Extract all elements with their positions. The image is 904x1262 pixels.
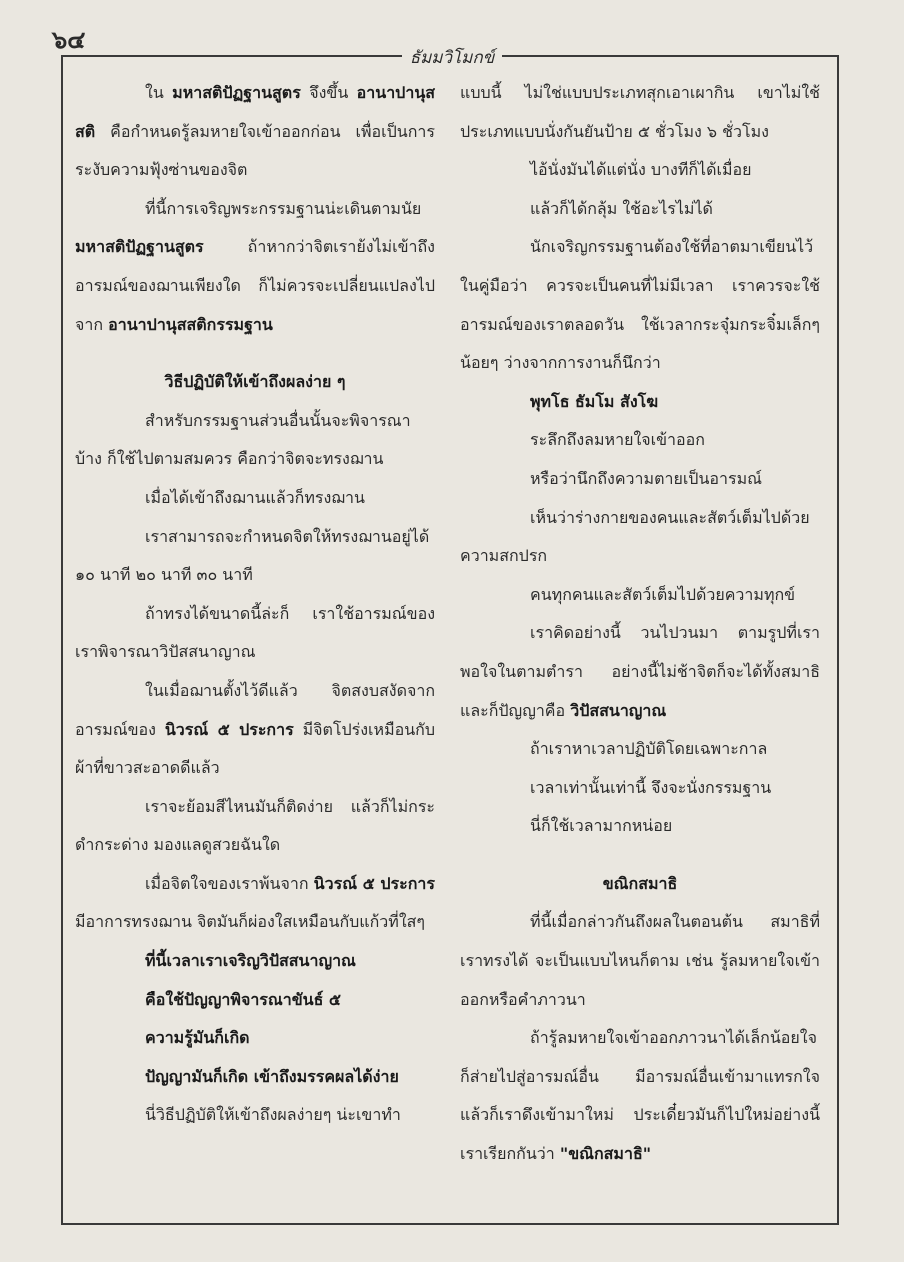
paragraph: เราคิดอย่างนี้ วนไปวนมา ตามรูปที่เราพอใจในตามตำรา อย่างนี้ไม่ช้าจิตก็จะได้ทั้งสมาธิและก็ปัญญาคือ วิปัสสนาญาณ — [460, 623, 820, 720]
paragraph: แบบนี้ ไม่ใช่แบบประเภทสุกเอาเผากิน เขาไม่ใช้ประเภทแบบนั่งกันยันป้าย ๕ ชั่วโมง ๖ ชั่วโมง — [460, 83, 820, 141]
emphasis-line: ปัญญามันก็เกิด เข้าถึงมรรคผลได้ง่าย — [145, 1066, 399, 1086]
paragraph: เราจะย้อมสีไหนมันก็ติดง่าย แล้วก็ไม่กระดำกระด่าง มองแลดูสวยฉันใด — [75, 796, 435, 855]
running-head — [0, 44, 904, 71]
paragraph: ถ้าทรงได้ขนาดนี้ล่ะก็ เราใช้อารมณ์ของเราพิจารณาวิปัสสนาญาณ — [75, 603, 435, 662]
emphasis-line: คือใช้ปัญญาพิจารณาขันธ์ ๕ — [145, 989, 342, 1009]
paragraph: ถ้ารู้ลมหายใจเข้าออกภาวนาได้เล็กน้อยใจก็ส่ายไปสู่อารมณ์อื่น มีอารมณ์อื่นเข้ามาแทรกใจ แล้วก็เราดึงเข้ามาใหม่ ประเดี๋ยวมันก็ไปใหม่อย่างนี้เราเรียกกันว่า "ขณิกสมาธิ" — [460, 1028, 820, 1164]
paragraph: ที่นี้เมื่อกล่าวกันถึงผลในตอนต้น สมาธิที่เราทรงได้ จะเป็นแบบไหนก็ตาม เช่น รู้ลมหายใจเข้าออกหรือคำภาวนา — [460, 912, 820, 1009]
paragraph: ใน มหาสติปัฏฐานสูตร จึงขึ้น อานาปานุสสติ คือกำหนดรู้ลมหายใจเข้าออกก่อน เพื่อเป็นการระงับความฟุ้งซ่านของจิต — [75, 83, 436, 180]
paragraph: หรือว่านึกถึงความตายเป็นอารมณ์ — [530, 468, 762, 488]
paragraph: ถ้าเราหาเวลาปฏิบัติโดยเฉพาะกาล — [530, 739, 768, 759]
section-heading: ขณิกสมาธิ — [602, 873, 678, 893]
paragraph: แล้วก็ได้กลุ้ม ใช้อะไรไม่ได้ — [530, 198, 713, 218]
paragraph: เมื่อจิตใจของเราพ้นจาก นิวรณ์ ๕ ประการ มีอาการทรงฌาน จิตมันก็ผ่องใสเหมือนกับแก้วที่ใสๆ — [75, 873, 436, 932]
emphasis-line: ที่นี้เวลาเราเจริญวิปัสสนาญาณ — [145, 951, 356, 971]
paragraph: ในเมื่อฌานตั้งไว้ดีแล้ว จิตสงบสงัดจากอารมณ์ของ นิวรณ์ ๕ ประการ มีจิตโปร่งเหมือนกับผ้าที่ขาวสะอาดดีแล้ว — [75, 680, 436, 778]
left-column — [75, 74, 435, 1135]
emphasis-line: พุทโธ ธัมโม สังโฆ — [530, 391, 659, 411]
right-column — [460, 74, 820, 1174]
running-head-text: ธัมมวิโมกข์ — [402, 48, 503, 68]
paragraph: ระลึกถึงลมหายใจเข้าออก — [530, 430, 705, 450]
paragraph: นักเจริญกรรมฐานต้องใช้ที่อาตมาเขียนไว้ในคู่มือว่า ควรจะเป็นคนที่ไม่มีเวลา เราควรจะใช้อารมณ์ของเราตลอดวัน ใช้เวลากระจุ๋มกระจิ๋มเล็กๆ น้อยๆ ว่างจากการงานก็นึกว่า — [460, 237, 820, 373]
paragraph: นี่ก็ใช้เวลามากหน่อย — [530, 816, 673, 836]
paragraph: เวลาเท่านั้นเท่านี้ จึงจะนั่งกรรมฐาน — [530, 777, 772, 797]
paragraph: นี่วิธีปฏิบัติให้เข้าถึงผลง่ายๆ น่ะเขาทำ — [145, 1105, 401, 1125]
paragraph: ไอ้นั่งมันได้แต่นั่ง บางทีก็ได้เมื่อย — [530, 160, 752, 180]
section-heading: วิธีปฏิบัติให้เข้าถึงผลง่าย ๆ — [164, 372, 346, 392]
emphasis-line: ความรู้มันก็เกิด — [145, 1028, 250, 1048]
paragraph: เห็นว่าร่างกายของคนและสัตว์เต็มไปด้วยความสกปรก — [460, 507, 810, 566]
paragraph: คนทุกคนและสัตว์เต็มไปด้วยความทุกข์ — [530, 584, 796, 604]
paragraph: เมื่อได้เข้าถึงฌานแล้วก็ทรงฌาน — [145, 487, 365, 507]
paragraph: เราสามารถจะกำหนดจิตให้ทรงฌานอยู่ได้ ๑๐ นาที ๒๐ นาที ๓๐ นาที — [75, 526, 430, 585]
page-number: ๖๔ — [52, 26, 86, 54]
paragraph: สำหรับกรรมฐานส่วนอื่นนั้นจะพิจารณาบ้าง ก็ใช้ไปตามสมควร คือกว่าจิตจะทรงฌาน — [75, 410, 411, 469]
paragraph: ที่นี้การเจริญพระกรรมฐานน่ะเดินตามนัย มหาสติปัฏฐานสูตร ถ้าหากว่าจิตเราย้งไม่เข้าถึงอารมณ์ของฌานเพียงใด ก็ไม่ควรจะเปลี่ยนแปลงไปจาก อานาปานุสสติกรรมฐาน — [75, 198, 435, 334]
